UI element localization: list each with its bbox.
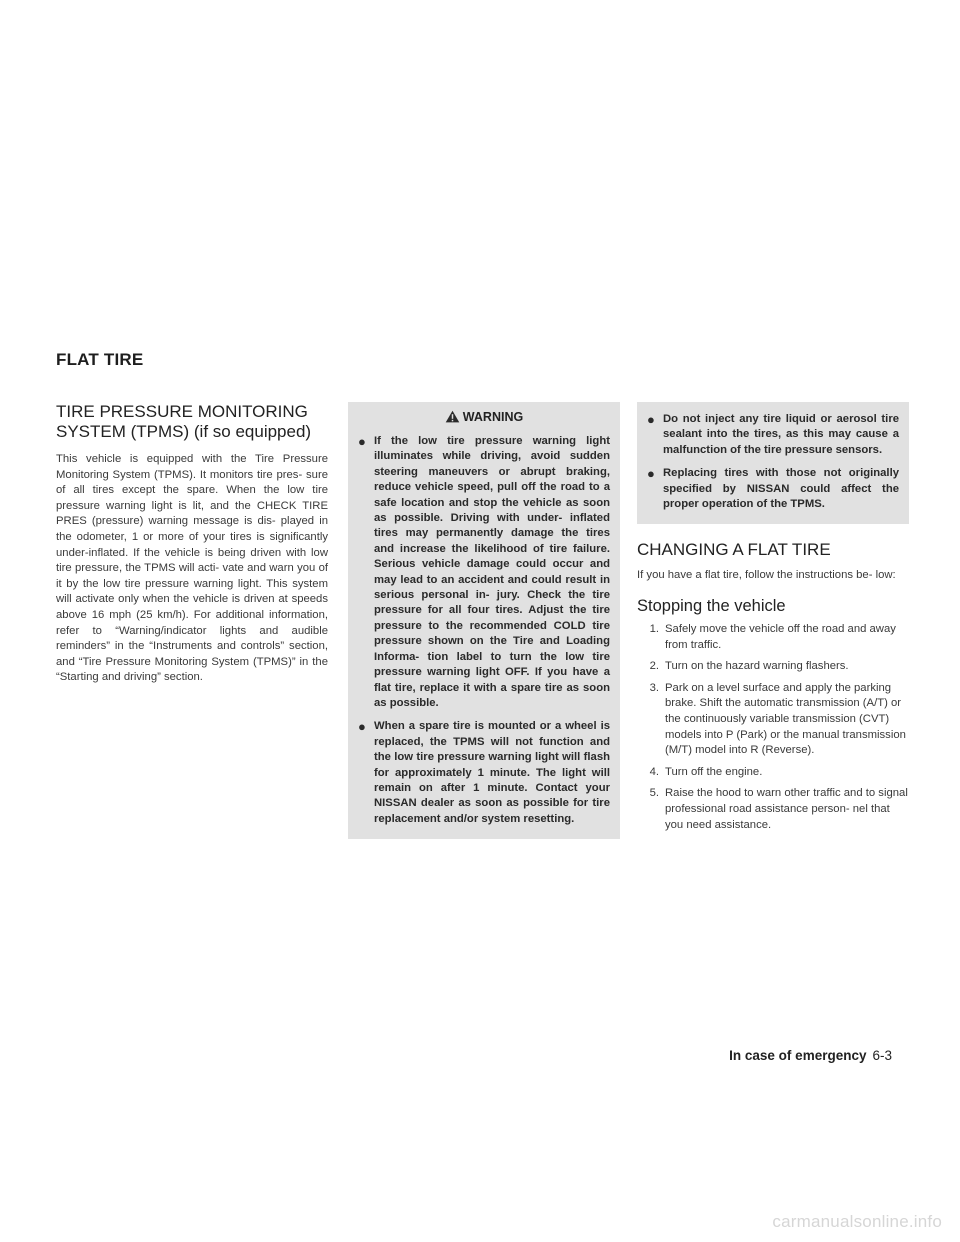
step-text: Park on a level surface and apply the parking brake. Shift the automatic transmission (A/T) or the continuously variable transmission (CVT) models into P (Park) or the manual transmission (M/T) model into R (Reverse). xyxy=(665,681,906,757)
page-number: 6-3 xyxy=(872,1048,892,1063)
list-item xyxy=(637,765,909,781)
warning-title: WARNING xyxy=(462,410,524,424)
tpms-body: This vehicle is equipped with the Tire Pressure Monitoring System (TPMS). It monitors tire pres- sure of all tires except the spare. When the low tire pressure warning light is lit, and the CHECK TIRE PRES (pressure) warning message is dis- played in the odometer, 1 or more of your tires is significantly under-inflated. If the vehicle is being driven with low tire pressure, the TPMS will acti- vate and warn you of it by the low tire pressure warning light. This system will activate only when the vehicle is driven at speeds above 16 mph (25 km/h). For additional information, refer to “Warning/indicator lights and audible reminders” in the “Instruments and controls” section, and “Tire Pressure Monitoring System (TPMS)” in the “Starting and driving” section. xyxy=(56,453,328,684)
stopping-heading: Stopping the vehicle xyxy=(637,597,786,616)
warning-item-text: Replacing tires with those not originally specified by NISSAN could affect the proper operation of the TPMS. xyxy=(663,467,899,511)
changing-body: If you have a flat tire, follow the instructions be- low: xyxy=(637,569,896,582)
list-item xyxy=(637,681,909,759)
column-changing xyxy=(637,402,909,839)
watermark: carmanualsonline.info xyxy=(772,1212,942,1231)
warning-item xyxy=(647,412,899,458)
warning-item xyxy=(647,466,899,512)
warning-header xyxy=(358,402,610,428)
bullet-dot: ● xyxy=(358,719,366,735)
step-number: 5. xyxy=(649,787,659,800)
step-text: Turn off the engine. xyxy=(665,765,763,778)
step-number: 1. xyxy=(649,623,659,636)
warning-item xyxy=(358,719,610,827)
footer-chapter: In case of emergency xyxy=(729,1048,867,1063)
step-text: Safely move the vehicle off the road and away from traffic. xyxy=(665,623,896,651)
list-item xyxy=(637,659,909,675)
warning-triangle-icon xyxy=(445,410,460,423)
changing-heading: CHANGING A FLAT TIRE xyxy=(637,540,831,560)
warning-item-text: If the low tire pressure warning light illuminates while driving, avoid sudden steering maneuvers or abrupt braking, reduce vehicle speed, pull off the road to a safe location and stop the vehicle as soon as possible. Driving with under- inflated tires may permanently damage the tires and increase the likelihood of tire failure. Serious vehicle damage could occur and may lead to an accident and could result in serious personal in- jury. Check the tire pressure for all four tires. Adjust the tire pressure to the recommended COLD tire pressure shown on the Tire and Loading Informa- tion label to turn the low tire pressure warning light OFF. If you have a flat tire, replace it with a spare tire as soon as possible. xyxy=(374,435,610,709)
tpms-heading xyxy=(56,402,328,442)
tpms-heading-line1: TIRE PRESSURE MONITORING xyxy=(56,402,308,421)
step-number: 2. xyxy=(649,660,659,673)
page-footer xyxy=(729,1048,892,1063)
warning-item-text: Do not inject any tire liquid or aerosol tire sealant into the tires, as this may cause a malfunction of the tire pressure sensors. xyxy=(663,413,899,456)
step-text: Raise the hood to warn other traffic and to signal professional road assistance person- nel that you need assistance. xyxy=(665,787,908,831)
warning-item xyxy=(358,434,610,711)
step-number: 3. xyxy=(649,681,659,694)
list-item xyxy=(637,622,909,653)
list-item xyxy=(637,786,909,833)
step-text: Turn on the hazard warning flashers. xyxy=(665,660,849,673)
stopping-steps xyxy=(637,622,909,833)
step-number: 4. xyxy=(649,765,659,778)
section-title: FLAT TIRE xyxy=(56,350,144,369)
column-warning xyxy=(348,402,620,839)
warning-item-text: When a spare tire is mounted or a wheel is replaced, the TPMS will not function and the low tire pressure warning light will flash for approximately 1 minute. The light will remain on after 1 minute. Contact your NISSAN dealer as soon as possible for tire replacement and/or system resetting. xyxy=(374,720,610,825)
warning-box xyxy=(348,402,620,839)
bullet-dot: ● xyxy=(647,466,655,482)
bullet-dot: ● xyxy=(358,434,366,449)
warning-box-continued xyxy=(637,402,909,524)
column-tpms xyxy=(56,402,328,686)
bullet-dot: ● xyxy=(647,412,655,427)
tpms-heading-line2: SYSTEM (TPMS) (if so equipped) xyxy=(56,422,312,441)
